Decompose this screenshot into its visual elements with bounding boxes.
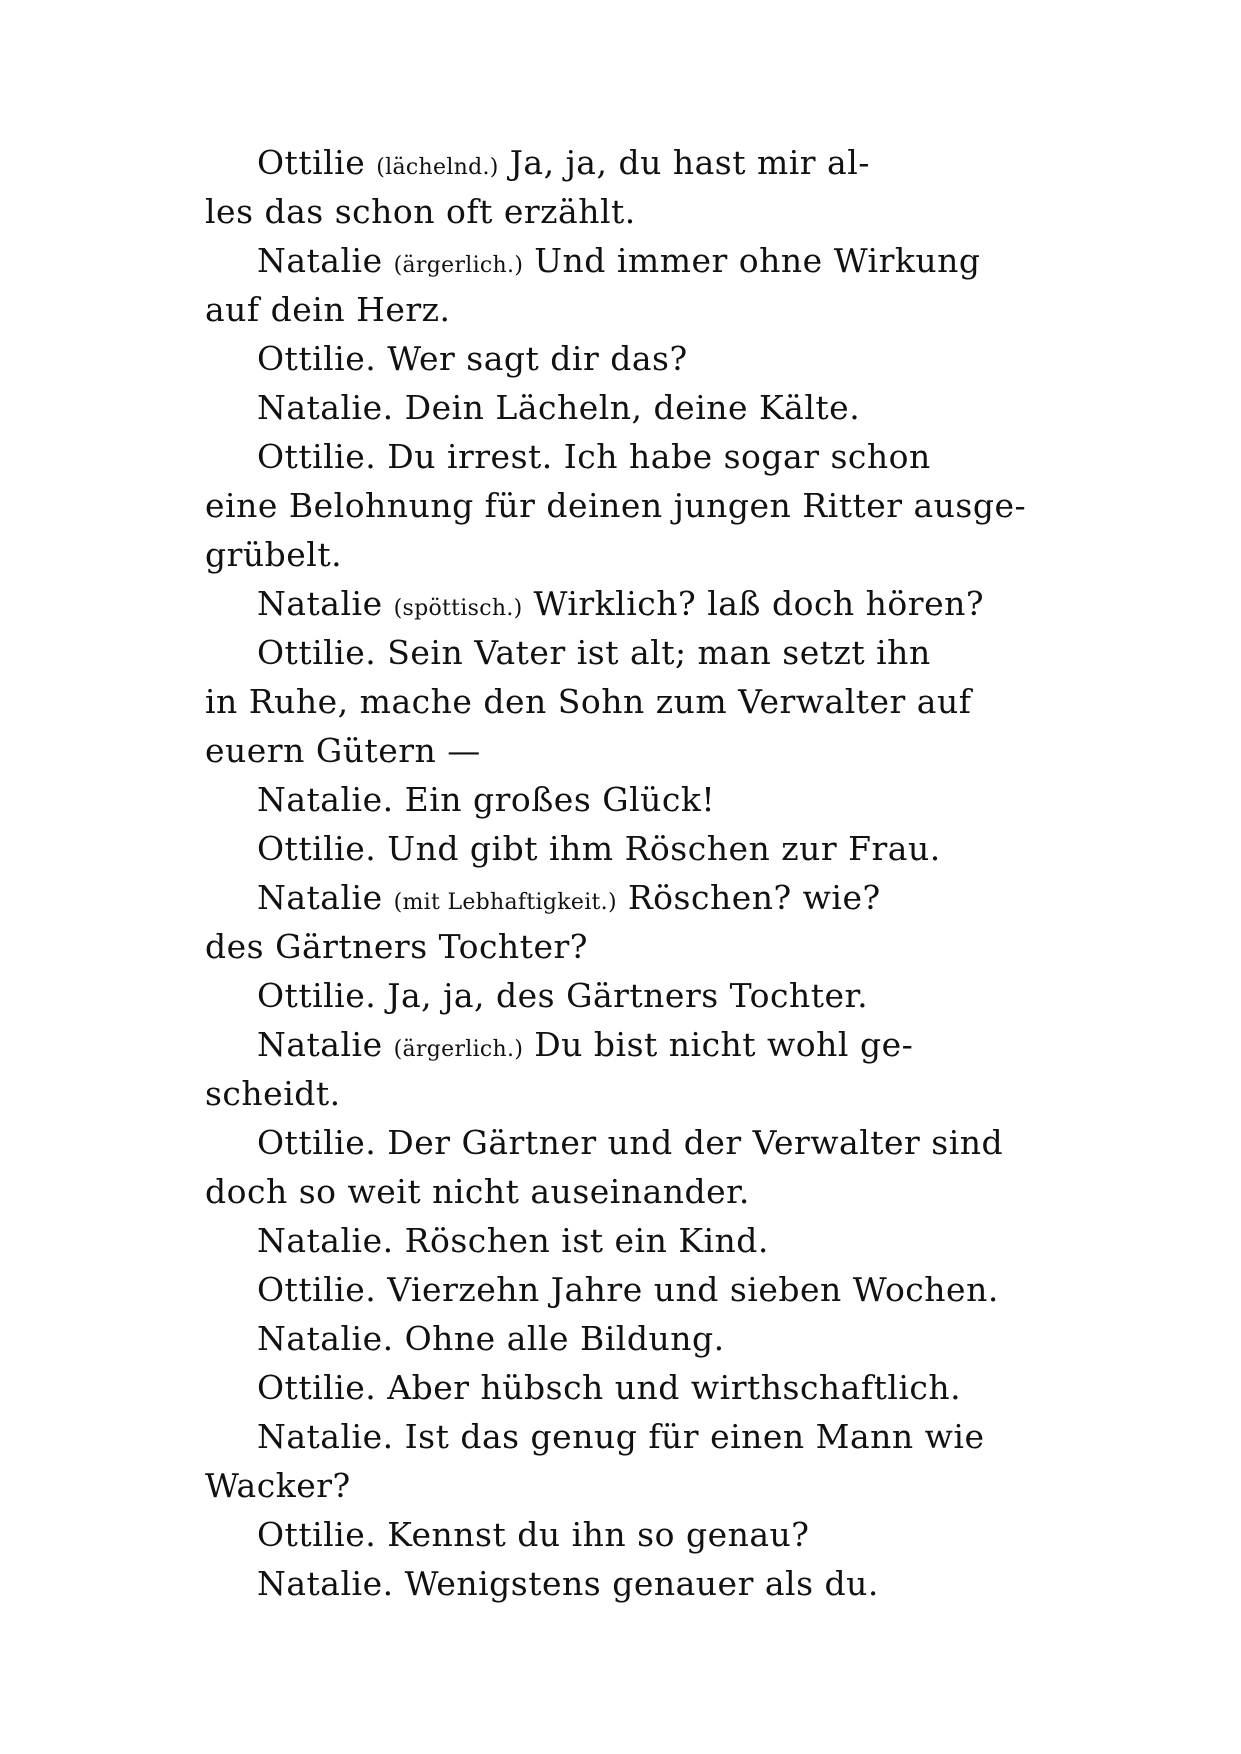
line-text: Der Gärtner und der Verwalter sind [376,1123,1004,1162]
line-text: Ja, ja, du hast mir al- [498,143,870,182]
speaker-name: Natalie. [257,1319,394,1358]
text-line [205,432,1035,481]
text-line [205,1020,1035,1069]
speaker-name: Natalie. [257,1564,394,1603]
speaker-name: Ottilie. [257,1368,377,1407]
text-line [205,187,1035,236]
speaker-name: Ottilie. [257,976,377,1015]
stage-direction: (mit Lebhaftigkeit.) [393,890,617,915]
line-text: auf dein Herz. [205,290,451,329]
text-line [205,1363,1035,1412]
text-line [205,1118,1035,1167]
line-text: les das schon oft erzählt. [205,192,636,231]
line-text: Wer sagt dir das? [376,339,688,378]
stage-direction: (lächelnd.) [376,155,499,180]
text-line [205,481,1035,530]
speaker-name: Ottilie. [257,437,377,476]
line-text: Kennst du ihn so genau? [376,1515,810,1554]
speaker-name: Natalie. [257,1221,394,1260]
line-text: Sein Vater ist alt; man setzt ihn [376,633,931,672]
text-line [205,628,1035,677]
text-line [205,285,1035,334]
speaker-name: Ottilie. [257,1123,377,1162]
line-text: Du bist nicht wohl ge- [523,1025,914,1064]
speaker-name: Ottilie [257,143,366,182]
text-line [205,236,1035,285]
text-line [205,824,1035,873]
line-text: scheidt. [205,1074,341,1113]
line-text: Röschen ist ein Kind. [393,1221,769,1260]
line-text: Du irrest. Ich habe sogar schon [376,437,931,476]
text-line [205,1461,1035,1510]
text-line [205,677,1035,726]
line-text: Wenigstens genauer als du. [393,1564,879,1603]
speaker-name: Natalie [257,241,383,280]
speaker-name: Ottilie. [257,829,377,868]
line-text: Ist das genug für einen Mann wie [393,1417,985,1456]
line-text: in Ruhe, mache den Sohn zum Verwalter auf [205,682,972,721]
line-text: Dein Lächeln, deine Kälte. [393,388,861,427]
line-text: grübelt. [205,535,343,574]
text-line [205,775,1035,824]
line-text: eine Belohnung für deinen jungen Ritter ausge- [205,486,1027,525]
dialogue-text [205,138,1035,1608]
line-text: Und gibt ihm Röschen zur Frau. [376,829,941,868]
speaker-name: Ottilie. [257,633,377,672]
text-line [205,726,1035,775]
line-text: Vierzehn Jahre und sieben Wochen. [376,1270,999,1309]
text-line [205,1069,1035,1118]
stage-direction: (ärgerlich.) [393,1037,524,1062]
text-line [205,1167,1035,1216]
line-text: Ein großes Glück! [393,780,716,819]
text-line [205,579,1035,628]
line-text: Und immer ohne Wirkung [523,241,981,280]
speaker-name: Natalie. [257,1417,394,1456]
speaker-name: Ottilie. [257,1270,377,1309]
text-line [205,1216,1035,1265]
line-text: Aber hübsch und wirthschaftlich. [376,1368,962,1407]
speaker-name: Natalie. [257,388,394,427]
speaker-name: Natalie. [257,780,394,819]
line-text: Röschen? wie? [616,878,881,917]
speaker-name: Natalie [257,1025,383,1064]
text-line [205,334,1035,383]
text-line [205,1412,1035,1461]
text-line [205,1559,1035,1608]
stage-direction: (ärgerlich.) [393,253,524,278]
line-text: doch so weit nicht auseinander. [205,1172,750,1211]
text-line [205,383,1035,432]
text-line [205,1265,1035,1314]
speaker-name: Ottilie. [257,1515,377,1554]
line-text: Wacker? [205,1466,351,1505]
stage-direction: (spöttisch.) [393,596,523,621]
line-text: Wirklich? laß doch hören? [522,584,985,623]
text-line [205,1314,1035,1363]
text-line [205,530,1035,579]
text-line [205,138,1035,187]
speaker-name: Natalie [257,584,383,623]
line-text: Ohne alle Bildung. [393,1319,725,1358]
text-line [205,873,1035,922]
text-line [205,922,1035,971]
speaker-name: Ottilie. [257,339,377,378]
text-line [205,971,1035,1020]
line-text: euern Gütern — [205,731,481,770]
text-line [205,1510,1035,1559]
line-text: Ja, ja, des Gärtners Tochter. [376,976,869,1015]
line-text: des Gärtners Tochter? [205,927,588,966]
speaker-name: Natalie [257,878,383,917]
